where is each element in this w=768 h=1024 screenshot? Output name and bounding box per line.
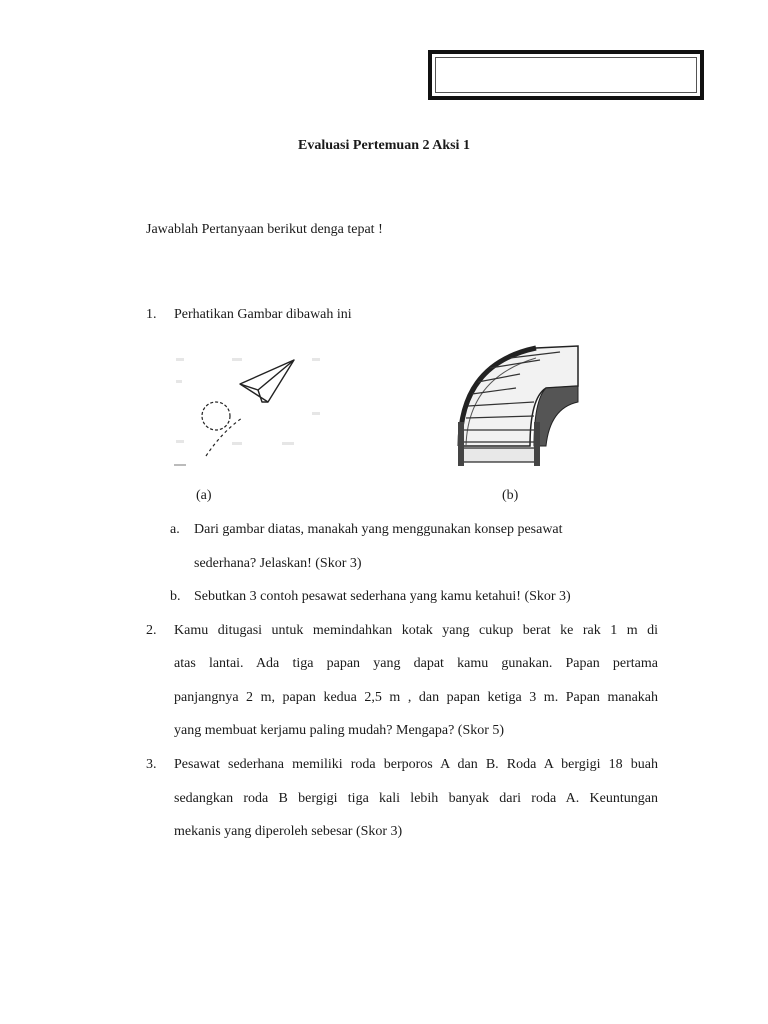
subquestion-letter: a. xyxy=(170,522,180,537)
question-number: 3. xyxy=(146,757,157,772)
question-text: Kamu ditugasi untuk memindahkan kotak yang cukup berat ke rak 1 m di xyxy=(174,623,658,638)
question-text: atas lantai. Ada tiga papan yang dapat kamu gunakan. Papan pertama xyxy=(174,656,658,671)
question-text: yang membuat kerjamu paling mudah? Mengapa? (Skor 5) xyxy=(174,723,505,738)
question-number: 2. xyxy=(146,623,157,638)
figure-caption-b: (b) xyxy=(502,488,519,503)
subquestion-text: Dari gambar diatas, manakah yang menggunakan konsep pesawat xyxy=(194,522,563,537)
question-text: Pesawat sederhana memiliki roda berporos A dan B. Roda A bergigi 18 buah xyxy=(174,757,658,772)
paper-plane-figure xyxy=(172,352,322,470)
subquestion-letter: b. xyxy=(170,589,181,604)
staircase-figure xyxy=(450,338,580,470)
question-text: Perhatikan Gambar dibawah ini xyxy=(174,307,352,322)
instruction: Jawablah Pertanyaan berikut denga tepat ! xyxy=(146,222,383,237)
question-text: mekanis yang diperoleh sebesar (Skor 3) xyxy=(174,824,403,839)
question-text: panjangnya 2 m, papan kedua 2,5 m , dan papan ketiga 3 m. Papan manakah xyxy=(174,690,658,705)
subquestion-text: sederhana? Jelaskan! (Skor 3) xyxy=(194,556,362,571)
page-title: Evaluasi Pertemuan 2 Aksi 1 xyxy=(298,138,470,153)
figure-caption-a: (a) xyxy=(196,488,212,503)
question-number: 1. xyxy=(146,307,157,322)
question-text: sedangkan roda B bergigi tiga kali lebih banyak dari roda A. Keuntungan xyxy=(174,791,658,806)
name-box xyxy=(428,50,704,100)
subquestion-text: Sebutkan 3 contoh pesawat sederhana yang kamu ketahui! (Skor 3) xyxy=(194,589,571,604)
